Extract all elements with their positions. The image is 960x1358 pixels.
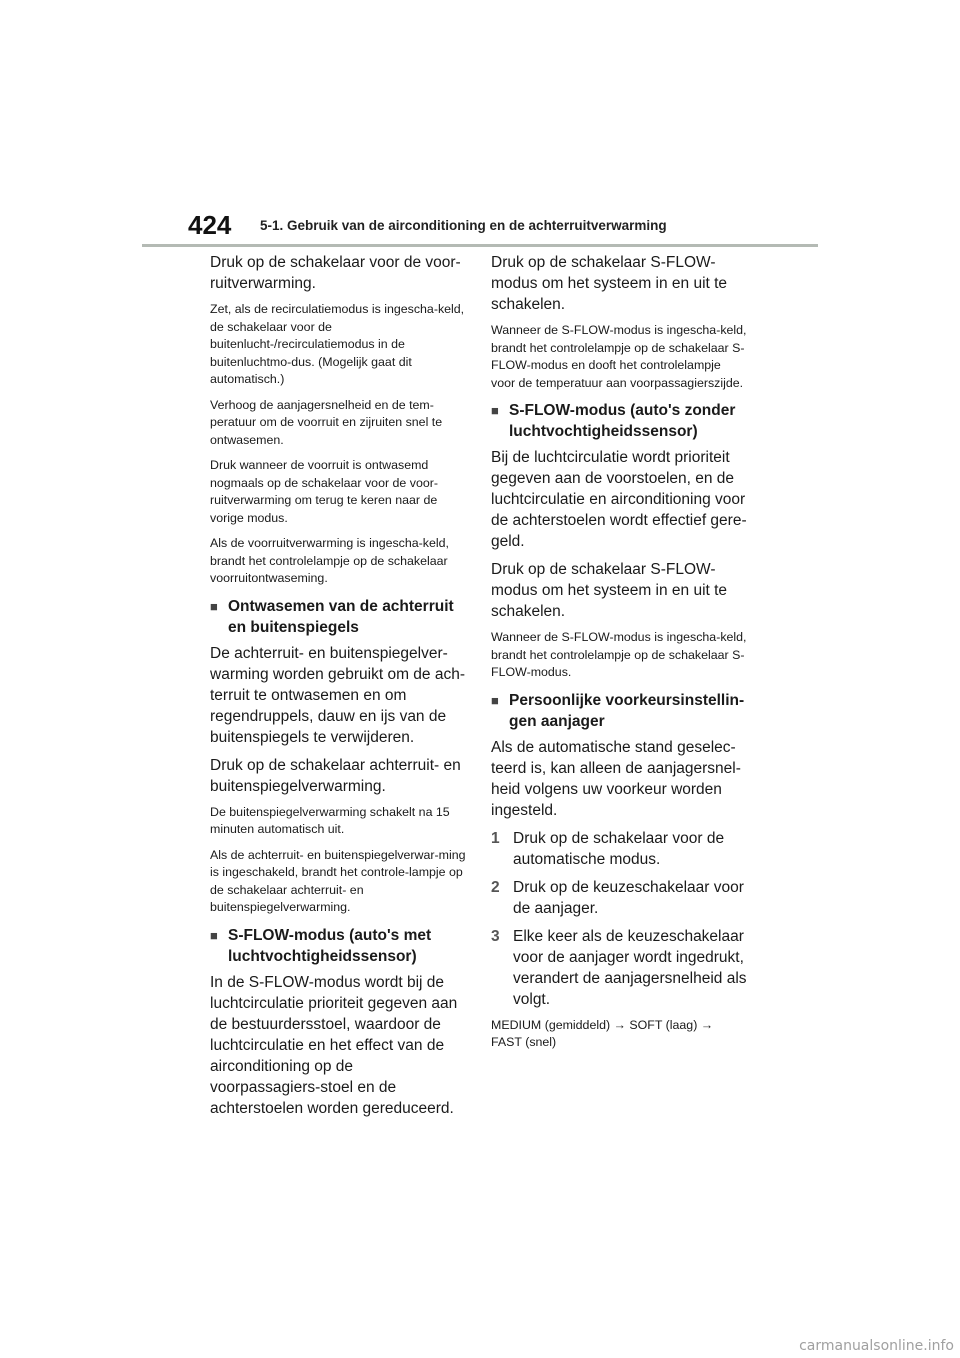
body-paragraph: De achterruit- en buitenspiegelver-warming worden gebruikt om de ach-terruit te ontwasemen en om regendruppels, dauw en ijs van de buitenspiegels te verwijderen. (210, 644, 466, 746)
heading-text: Ontwasemen van de achterruit en buitenspiegels (228, 597, 454, 636)
heading-text: Persoonlijke voorkeursinstellin-gen aanjager (509, 691, 745, 730)
step-number: 2 (491, 878, 500, 896)
note-paragraph: Als de achterruit- en buitenspiegelverwar-ming is ingeschakeld, brandt het controle-lampje op de schakelaar achterruit- en buitenspiegelverwarming. (210, 847, 466, 914)
bullet-square-icon: ■ (491, 403, 499, 418)
section-heading (491, 400, 747, 442)
heading-text: S-FLOW-modus (auto's zonder luchtvochtigheidssensor) (509, 402, 736, 440)
body-paragraph: Druk op de schakelaar voor de voor-ruitverwarming. (210, 254, 461, 292)
header-divider (142, 244, 818, 247)
note-paragraph: Zet, als de recirculatiemodus is ingescha-keld, de schakelaar voor de buitenlucht-/recirculatiemodus in de buitenluchtmo-dus. (Mogelijk gaat dit automatisch.) (210, 302, 465, 386)
step-number: 1 (491, 829, 500, 847)
note-paragraph: Verhoog de aanjagersnelheid en de tem-peratuur om de voorruit en zijruiten snel te ontwasemen. (210, 397, 443, 447)
body-paragraph: In de S-FLOW-modus wordt bij de luchtcirculatie prioriteit gegeven aan de bestuurdersstoel, waardoor de luchtcirculatie en het effect van de airconditioning op de voorpassagiers-stoel en de achterstoelen worden gereduceerd. (210, 973, 458, 1117)
body-paragraph: Bij de luchtcirculatie wordt prioriteit gegeven aan de voorstoelen, en de luchtcirculatie en airconditioning voor de achterstoelen wordt effectief gere-geld. (491, 449, 747, 550)
page-number: 424 (188, 210, 232, 240)
body-paragraph: Druk op de schakelaar S-FLOW-modus om het systeem in en uit te schakelen. (491, 254, 728, 313)
step-item (491, 926, 747, 1010)
note-paragraph: MEDIUM (gemiddeld) → SOFT (laag) → FAST (snel) (491, 1017, 714, 1049)
step-text: Druk op de keuzeschakelaar voor de aanjager. (513, 878, 744, 917)
footer-watermark: carmanualsonline.info (799, 1338, 954, 1354)
step-text: Elke keer als de keuzeschakelaar voor de aanjager wordt ingedrukt, verandert de aanjagersnelheid als volgt. (513, 927, 747, 1008)
body-paragraph: Druk op de schakelaar achterruit- en buitenspiegelverwarming. (210, 756, 461, 795)
section-heading (210, 925, 466, 967)
body-paragraph: Als de automatische stand geselec-teerd is, kan alleen de aanjagersnel-heid volgens uw voorkeur worden ingesteld. (491, 738, 741, 819)
note-paragraph: Wanneer de S-FLOW-modus is ingescha-keld, brandt het controlelampje op de schakelaar S-FLOW-modus. (491, 630, 747, 679)
note-paragraph: De buitenspiegelverwarming schakelt na 15 minuten automatisch uit. (210, 804, 450, 836)
note-paragraph: Wanneer de S-FLOW-modus is ingescha-keld, brandt het controlelampje op de schakelaar S-FLOW-modus en dooft het controlelampje voor de temperatuur aan voorpassagierszijde. (491, 323, 747, 390)
bullet-square-icon: ■ (210, 927, 218, 943)
section-title: 5-1. Gebruik van de airconditioning en de achterruitverwarming (260, 218, 667, 233)
body-paragraph: Druk op de schakelaar S-FLOW-modus om het systeem in en uit te schakelen. (491, 561, 728, 620)
right-column (491, 252, 747, 1060)
step-text: Druk op de schakelaar voor de automatische modus. (513, 829, 725, 868)
step-item (491, 828, 747, 870)
section-heading (491, 690, 747, 732)
note-paragraph: Druk wanneer de voorruit is ontwasemd nogmaals op de schakelaar voor de voor-ruitverwarming om terug te keren naar de vorige modus. (210, 458, 438, 525)
heading-text: S-FLOW-modus (auto's met luchtvochtigheidssensor) (228, 926, 432, 965)
step-number: 3 (491, 927, 500, 945)
section-heading (210, 596, 466, 638)
bullet-square-icon: ■ (491, 692, 499, 708)
left-column (210, 252, 466, 1126)
note-paragraph: Als de voorruitverwarming is ingescha-keld, brandt het controlelampje op de schakelaar voorruitontwaseming. (210, 536, 449, 585)
bullet-square-icon: ■ (210, 598, 218, 614)
step-item (491, 877, 747, 919)
